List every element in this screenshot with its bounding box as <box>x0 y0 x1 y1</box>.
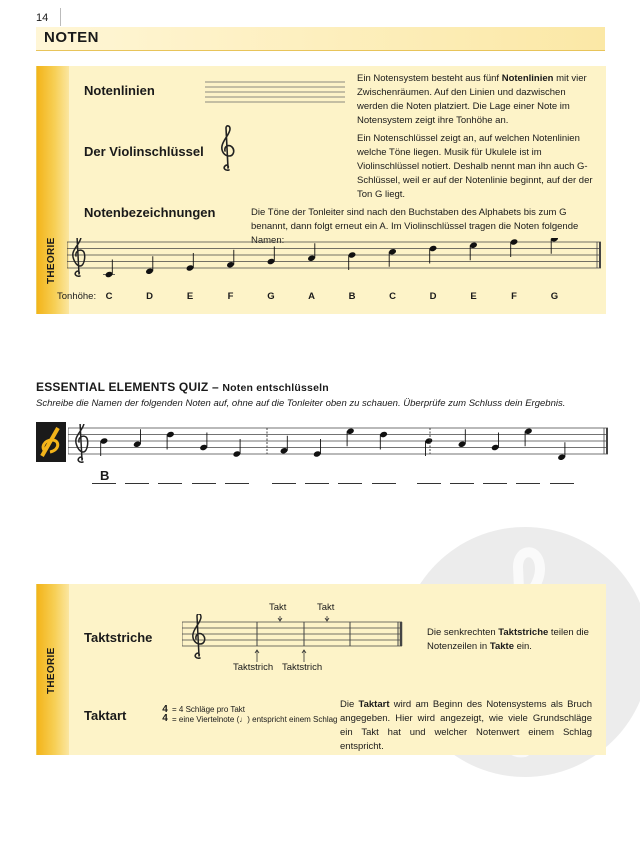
answer-blank[interactable] <box>550 483 574 484</box>
takt-label-2: Takt <box>317 602 335 613</box>
scale-note-name: D <box>429 291 437 302</box>
notenbezeichnungen-description: Die Töne der Tonleiter sind nach den Buchstaben des Alphabets bis zum G benannt, dann folgt erneut ein A. Im Violinschlüssel tragen die Noten folgende Namen: <box>251 207 579 246</box>
tonhoehe-label: Tonhöhe: <box>57 291 97 302</box>
quiz-staff <box>68 424 608 464</box>
text-segment: Taktstriche <box>498 627 549 638</box>
essential-elements-logo-icon <box>36 422 66 462</box>
theory-panel-2 <box>36 584 606 755</box>
title-bar <box>36 27 605 51</box>
taktart-legend-bottom-a: = eine Viertelnote ( <box>172 715 240 724</box>
scale-note-name: G <box>267 291 275 302</box>
answer-blank[interactable] <box>92 483 116 484</box>
scale-note-name: B <box>348 291 356 302</box>
scale-note-name: A <box>308 291 315 302</box>
notenbezeichnungen-heading: Notenbezeichnungen <box>84 205 216 220</box>
text-segment: Die <box>340 699 359 710</box>
time-signature-top: 4 <box>162 704 168 715</box>
violinschluessel-heading: Der Violinschlüssel <box>84 144 204 159</box>
theory-side-label-1: THEORIE <box>46 237 57 284</box>
notenlinien-heading: Notenlinien <box>84 83 155 98</box>
text-segment: Taktart <box>358 699 390 710</box>
scale-note-name: E <box>470 291 477 302</box>
scale-staff <box>67 238 601 288</box>
scale-note-name: C <box>105 291 113 302</box>
quiz-title-dash: – <box>208 380 223 394</box>
taktstriche-heading: Taktstriche <box>84 630 153 645</box>
treble-clef-icon <box>76 424 88 462</box>
text-segment: wird am Beginn des Notensystems als Bruch angegeben. Hier wird angezeigt, wie viele Grundschläge ein Takt hat und welcher Notenwert einem Schlag entspricht. <box>340 699 592 752</box>
text-segment: mit vier Zwischenräumen. Auf den Linien und dazwischen werden die Noten platziert. Die Lage einer Note im Notensystem zeigt ihre Tonhöhe an. <box>357 73 587 126</box>
scale-note-name: G <box>550 291 559 302</box>
taktart-heading: Taktart <box>84 708 127 723</box>
taktart-legend-top: = 4 Schläge pro Takt <box>172 705 246 714</box>
text-segment: Die senkrechten <box>427 627 499 638</box>
quiz-title <box>36 380 329 394</box>
answer-blank[interactable] <box>125 483 149 484</box>
taktart-legend-bottom-b: ) entspricht einem Schlag <box>247 715 338 724</box>
time-signature-bottom: 4 <box>162 713 168 724</box>
page-title: NOTEN <box>44 29 99 46</box>
scale-note-name: F <box>511 291 517 302</box>
page-number: 14 <box>36 12 49 24</box>
taktart-description <box>340 698 592 754</box>
answer-blank[interactable] <box>338 483 362 484</box>
taktstrich-label-1: Taktstrich <box>233 662 274 673</box>
answer-blank[interactable] <box>158 483 182 484</box>
answer-blank[interactable] <box>372 483 396 484</box>
text-segment: teilen die Notenzeilen in <box>427 627 589 652</box>
treble-clef-icon <box>217 124 239 174</box>
text-segment: Takte <box>489 641 514 652</box>
theory-panel-1 <box>36 66 606 314</box>
answer-blank[interactable] <box>305 483 329 484</box>
scale-note-name: F <box>227 291 234 302</box>
scale-note-name: C <box>389 291 396 302</box>
text-segment: Ein Notensystem besteht aus fünf <box>357 73 502 84</box>
text-segment: ein. <box>513 641 532 652</box>
quiz-example-answer: B <box>100 468 110 483</box>
notenlinien-staff <box>205 80 345 104</box>
takt-label-1: Takt <box>269 602 287 613</box>
answer-blank[interactable] <box>483 483 507 484</box>
theory-sidebar-1 <box>37 66 69 314</box>
taktstrich-label-2: Taktstrich <box>282 662 323 673</box>
violinschluessel-description: Ein Notenschlüssel zeigt an, auf welchen Notenlinien welche Töne liegen. Musik für Ukulele ist im Violinschlüssel notiert. Deshalb nennt man ihn auch G-Schlüssel, weil er auf der Notenlinie beginnt, auf der der Ton G liegt. <box>357 133 593 200</box>
answer-blank[interactable] <box>450 483 474 484</box>
time-signature <box>161 705 169 723</box>
scale-note-name: D <box>146 291 153 302</box>
theory-side-label-2: THEORIE <box>46 647 57 694</box>
quiz-title-suffix: Noten entschlüsseln <box>222 382 329 394</box>
quarter-note-icon: ♩ <box>239 715 248 724</box>
taktart-legend-bottom <box>172 715 338 724</box>
answer-blank[interactable] <box>225 483 249 484</box>
text-segment: Notenlinien <box>501 73 554 84</box>
answer-blank[interactable] <box>192 483 216 484</box>
answer-blank[interactable] <box>417 483 441 484</box>
notenlinien-description <box>357 72 587 128</box>
answer-blank[interactable] <box>272 483 296 484</box>
answer-blank[interactable] <box>516 483 540 484</box>
taktstriche-staff <box>182 614 407 664</box>
theory-sidebar-2 <box>37 584 69 755</box>
scale-note-name: E <box>186 291 194 302</box>
treble-clef-icon <box>73 238 85 276</box>
taktstriche-description <box>427 626 592 654</box>
quiz-instruction: Schreibe die Namen der folgenden Noten auf, ohne auf die Tonleiter oben zu schauen. Überprüfe zum Schluss dein Ergebnis. <box>36 398 566 409</box>
page-divider <box>60 8 61 26</box>
quiz-title-main: ESSENTIAL ELEMENTS QUIZ <box>36 380 209 394</box>
